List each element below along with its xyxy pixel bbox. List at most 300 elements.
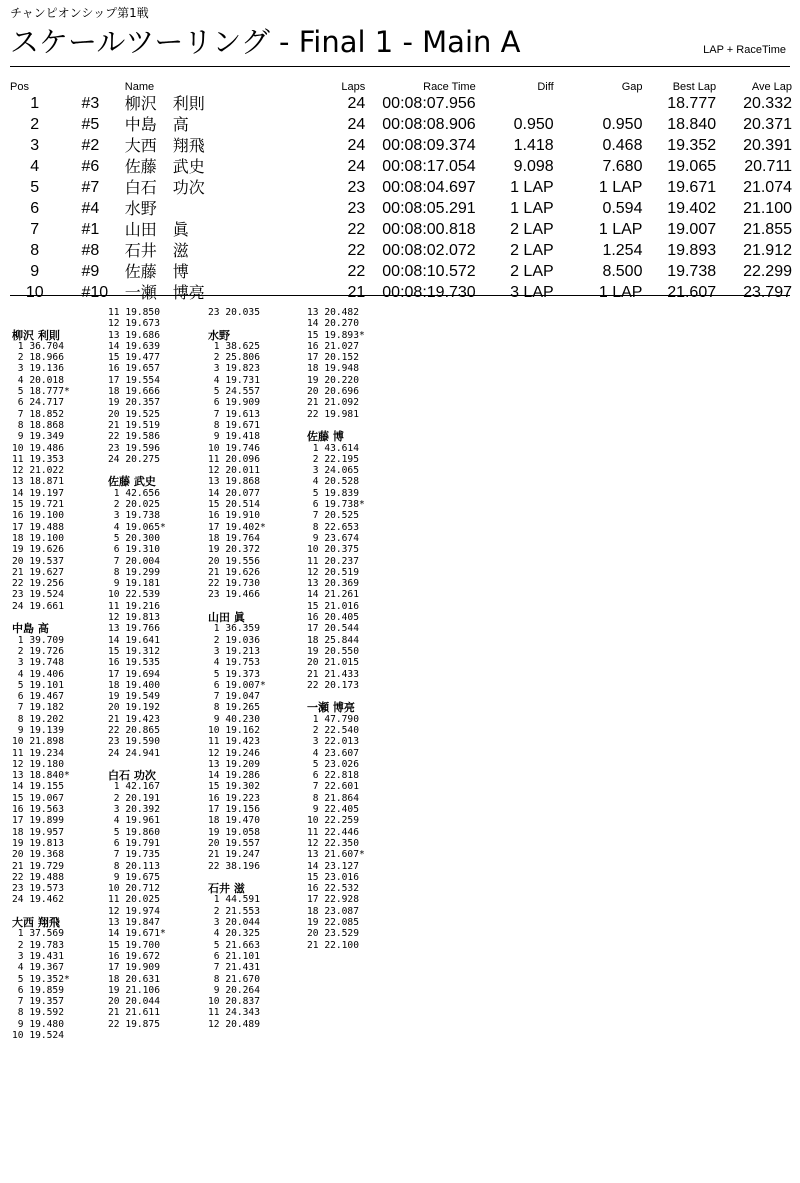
best-lap-cell: 19.007 <box>667 221 717 238</box>
best-lap-cell: 19.402 <box>667 200 717 217</box>
lap-time: 8 20.113 <box>108 860 160 872</box>
pos-cell: 10 <box>25 284 44 301</box>
lap-time: 16 19.672 <box>108 950 160 962</box>
lap-time: 8 19.202 <box>12 713 64 725</box>
lap-time: 1 39.709 <box>12 634 64 646</box>
lap-time: 24 20.275 <box>108 453 160 465</box>
lap-time: 22 20.865 <box>108 724 160 736</box>
lap-time: 18 19.957 <box>12 826 64 838</box>
lap-time: 6 19.007* <box>208 679 266 691</box>
lap-time: 2 22.540 <box>307 724 359 736</box>
lap-time: 4 19.367 <box>12 962 64 974</box>
result-row <box>10 219 792 240</box>
lap-time: 20 20.044 <box>108 996 160 1008</box>
lap-time: 1 44.591 <box>208 894 260 906</box>
car-number-cell: #9 <box>81 263 100 280</box>
spacer <box>208 318 266 329</box>
lap-time: 20 19.557 <box>208 837 260 849</box>
lap-time: 14 19.671* <box>108 928 166 940</box>
lap-time: 18 19.100 <box>12 532 64 544</box>
lap-time: 2 20.025 <box>108 499 160 511</box>
lap-time: 18 19.400 <box>108 679 160 691</box>
lap-time: 14 20.270 <box>307 318 359 330</box>
best-lap-cell: 21.607 <box>667 284 717 301</box>
lap-time: 7 19.047 <box>208 691 260 703</box>
ave-lap-cell: 21.100 <box>743 200 792 217</box>
result-row <box>10 177 792 198</box>
lap-time: 9 19.349 <box>12 431 64 443</box>
lap-time: 10 22.259 <box>307 815 359 827</box>
lap-time: 5 18.777* <box>12 386 70 398</box>
pos-cell: 1 <box>30 95 40 112</box>
lap-time: 20 23.529 <box>307 928 359 940</box>
lap-time: 23 19.524 <box>12 589 64 601</box>
lap-time: 22 19.981 <box>307 408 359 420</box>
lap-time: 10 20.837 <box>208 996 260 1008</box>
diff-cell: 2 LAP <box>510 242 554 259</box>
results-header-row <box>10 80 792 93</box>
lap-time: 20 20.696 <box>307 386 359 398</box>
laps-cell: 24 <box>347 158 366 175</box>
lap-time: 3 19.823 <box>208 363 260 375</box>
lap-time: 5 19.373 <box>208 668 260 680</box>
lap-time: 23 19.596 <box>108 442 160 454</box>
lap-time: 22 20.173 <box>307 679 359 691</box>
lap-time: 7 20.004 <box>108 555 160 567</box>
ave-lap-cell: 20.391 <box>743 137 792 154</box>
lap-time: 20 19.525 <box>108 408 160 420</box>
lap-time: 9 40.230 <box>208 713 260 725</box>
lap-time: 23 19.466 <box>208 589 260 601</box>
driver-name-cell: 中島 高 <box>124 115 189 134</box>
result-row <box>10 198 792 219</box>
car-number-cell: #3 <box>81 95 100 112</box>
lap-time: 17 19.554 <box>108 374 160 386</box>
lap-time: 21 19.627 <box>12 566 64 578</box>
diff-cell: 2 LAP <box>510 263 554 280</box>
race-time-cell: 00:08:10.572 <box>382 263 476 280</box>
lap-time: 19 22.085 <box>307 917 359 929</box>
gap-cell: 0.468 <box>602 137 643 154</box>
lap-time: 21 19.626 <box>208 566 260 578</box>
laps-cell: 22 <box>347 263 366 280</box>
lap-time: 19 21.106 <box>108 984 160 996</box>
lap-time: 5 19.352* <box>12 973 70 985</box>
gap-cell <box>554 93 643 114</box>
pos-cell: 9 <box>30 263 40 280</box>
lap-time: 7 19.613 <box>208 408 260 420</box>
lap-time: 7 19.182 <box>12 702 64 714</box>
lap-time: 8 21.670 <box>208 973 260 985</box>
col-best-lap: Best Lap <box>672 80 717 93</box>
lap-time: 10 21.898 <box>12 736 64 748</box>
lap-time: 14 23.127 <box>307 860 359 872</box>
lap-time: 19 19.058 <box>208 826 260 838</box>
ave-lap-cell: 20.332 <box>743 95 792 112</box>
driver-name-cell: 石井 滋 <box>124 241 189 260</box>
lap-time: 8 19.265 <box>208 702 260 714</box>
lap-time: 3 20.044 <box>208 917 260 929</box>
laps-cell: 23 <box>347 179 366 196</box>
col-laps: Laps <box>341 80 366 93</box>
gap-cell: 1.254 <box>602 242 643 259</box>
laps-cell: 23 <box>347 200 366 217</box>
gap-cell: 1 LAP <box>598 179 643 196</box>
lap-time: 7 21.431 <box>208 962 260 974</box>
lap-time: 12 19.673 <box>108 318 160 330</box>
gap-cell: 1 LAP <box>598 284 643 301</box>
lap-time: 20 19.537 <box>12 555 64 567</box>
lap-time: 2 20.191 <box>108 792 160 804</box>
driver-heading: 佐藤 武史 <box>108 475 156 489</box>
lap-time: 13 18.871 <box>12 476 64 488</box>
laps-cell: 24 <box>347 116 366 133</box>
lap-time: 3 19.748 <box>12 657 64 669</box>
car-number-cell: #10 <box>81 284 109 301</box>
lap-time: 18 23.087 <box>307 905 359 917</box>
lap-time: 13 21.607* <box>307 849 365 861</box>
lap-time: 9 19.675 <box>108 871 160 883</box>
driver-name-cell: 佐藤 武史 <box>124 157 205 176</box>
lap-time: 1 42.167 <box>108 781 160 793</box>
lap-time: 11 20.025 <box>108 894 160 906</box>
lap-time: 18 19.666 <box>108 386 160 398</box>
lap-time: 16 19.223 <box>208 792 260 804</box>
best-lap-cell: 19.065 <box>667 158 717 175</box>
lap-time: 3 19.136 <box>12 363 64 375</box>
lap-time: 9 19.139 <box>12 724 64 736</box>
lap-time: 10 20.375 <box>307 544 359 556</box>
report-type: LAP + RaceTime <box>703 44 786 56</box>
header-divider <box>10 66 790 67</box>
lap-time: 19 20.372 <box>208 544 260 556</box>
lap-time: 14 19.286 <box>208 770 260 782</box>
lap-time: 9 20.264 <box>208 984 260 996</box>
lap-time: 22 38.196 <box>208 860 260 872</box>
lap-time: 5 24.557 <box>208 386 260 398</box>
lap-time: 18 20.631 <box>108 973 160 985</box>
col-name: Name <box>124 80 155 93</box>
lap-time: 17 20.544 <box>307 623 359 635</box>
pos-cell: 7 <box>30 221 40 238</box>
lap-time: 5 19.860 <box>108 826 160 838</box>
lap-time: 3 24.065 <box>307 465 359 477</box>
lap-time: 3 20.392 <box>108 804 160 816</box>
lap-time: 21 22.100 <box>307 939 359 951</box>
lap-time: 23 19.573 <box>12 883 64 895</box>
driver-name-cell: 大西 翔飛 <box>124 136 205 155</box>
ave-lap-cell: 21.074 <box>743 179 792 196</box>
lap-time: 2 18.966 <box>12 352 64 364</box>
car-number-cell: #2 <box>81 137 100 154</box>
lap-time: 17 19.694 <box>108 668 160 680</box>
lap-time: 9 23.674 <box>307 532 359 544</box>
lap-time: 10 19.746 <box>208 442 260 454</box>
race-time-cell: 00:08:02.072 <box>382 242 476 259</box>
lap-time: 19 19.813 <box>12 837 64 849</box>
result-row <box>10 282 792 303</box>
driver-heading: 柳沢 利則 <box>12 328 60 342</box>
lap-time: 12 20.519 <box>307 566 359 578</box>
driver-name-cell: 山田 眞 <box>124 220 189 239</box>
laps-cell: 24 <box>347 95 366 112</box>
car-number-cell: #6 <box>81 158 100 175</box>
lap-time: 21 19.423 <box>108 713 160 725</box>
diff-cell: 0.950 <box>513 116 554 133</box>
col-race-time: Race Time <box>423 80 476 93</box>
lap-time: 6 19.791 <box>108 837 160 849</box>
lap-time: 1 42.656 <box>108 487 160 499</box>
lap-time: 11 19.850 <box>108 307 160 318</box>
lap-time: 19 20.550 <box>307 645 359 657</box>
driver-name-cell: 一瀬 博亮 <box>124 283 205 302</box>
race-time-cell: 00:08:17.054 <box>382 158 476 175</box>
lap-time: 12 19.180 <box>12 758 64 770</box>
lap-time: 19 20.220 <box>307 374 359 386</box>
race-time-cell: 00:08:04.697 <box>382 179 476 196</box>
pos-cell: 3 <box>30 137 40 154</box>
laps-cell: 24 <box>347 137 366 154</box>
lap-column <box>108 307 166 1030</box>
lap-time: 19 20.357 <box>108 397 160 409</box>
results-divider <box>10 295 790 296</box>
lap-time: 1 36.359 <box>208 623 260 635</box>
driver-heading: 大西 翔飛 <box>12 916 60 930</box>
lap-time: 8 19.299 <box>108 566 160 578</box>
lap-time: 17 20.152 <box>307 352 359 364</box>
lap-time: 1 38.625 <box>208 340 260 352</box>
lap-time: 15 19.477 <box>108 352 160 364</box>
result-row <box>10 261 792 282</box>
lap-time: 16 19.100 <box>12 510 64 522</box>
lap-time: 18 19.470 <box>208 815 260 827</box>
ave-lap-cell: 22.299 <box>743 263 792 280</box>
lap-time: 11 20.096 <box>208 453 260 465</box>
lap-time: 15 21.016 <box>307 600 359 612</box>
lap-time: 6 19.859 <box>12 984 64 996</box>
lap-time: 5 20.300 <box>108 532 160 544</box>
driver-name-cell: 水野 <box>124 199 157 218</box>
lap-time: 5 19.101 <box>12 679 64 691</box>
ave-lap-cell: 21.912 <box>743 242 792 259</box>
lap-time: 15 19.312 <box>108 645 160 657</box>
race-time-cell: 00:08:19.730 <box>382 284 476 301</box>
car-number-cell: #7 <box>81 179 100 196</box>
col-gap: Gap <box>621 80 643 93</box>
col-diff: Diff <box>537 80 554 93</box>
lap-time: 11 19.423 <box>208 736 260 748</box>
race-time-cell: 00:08:05.291 <box>382 200 476 217</box>
lap-time: 11 19.234 <box>12 747 64 759</box>
gap-cell: 0.594 <box>602 200 643 217</box>
ave-lap-cell: 23.797 <box>743 284 792 301</box>
lap-time: 15 19.302 <box>208 781 260 793</box>
lap-time: 12 21.022 <box>12 465 64 477</box>
lap-time: 15 19.893* <box>307 329 365 341</box>
lap-time: 21 21.611 <box>108 1007 160 1019</box>
lap-time: 16 22.532 <box>307 883 359 895</box>
col-ave-lap: Ave Lap <box>751 80 792 93</box>
lap-time: 16 19.910 <box>208 510 260 522</box>
lap-time: 16 21.027 <box>307 340 359 352</box>
lap-time: 8 21.864 <box>307 792 359 804</box>
lap-time: 24 24.941 <box>108 747 160 759</box>
lap-time: 7 19.357 <box>12 996 64 1008</box>
ave-lap-cell: 20.371 <box>743 116 792 133</box>
best-lap-cell: 19.738 <box>667 263 717 280</box>
lap-time: 12 20.489 <box>208 1018 260 1030</box>
lap-time: 14 20.077 <box>208 487 260 499</box>
race-time-cell: 00:08:00.818 <box>382 221 476 238</box>
diff-cell: 1 LAP <box>510 179 554 196</box>
car-number-cell: #5 <box>81 116 100 133</box>
lap-time: 2 19.783 <box>12 939 64 951</box>
lap-time: 2 22.195 <box>307 453 359 465</box>
lap-time: 24 19.661 <box>12 600 64 612</box>
driver-heading: 一瀬 博亮 <box>307 701 355 715</box>
lap-time: 4 19.753 <box>208 657 260 669</box>
lap-time: 9 19.181 <box>108 578 160 590</box>
lap-time: 20 19.556 <box>208 555 260 567</box>
ave-lap-cell: 20.711 <box>744 158 792 175</box>
race-time-cell: 00:08:07.956 <box>382 95 476 112</box>
car-number-cell: #1 <box>81 221 100 238</box>
diff-cell: 1 LAP <box>510 200 554 217</box>
lap-time: 12 22.350 <box>307 837 359 849</box>
lap-time: 7 20.525 <box>307 510 359 522</box>
lap-time: 17 19.488 <box>12 521 64 533</box>
laps-cell: 21 <box>347 284 366 301</box>
lap-time: 20 21.015 <box>307 657 359 669</box>
lap-time: 6 19.310 <box>108 544 160 556</box>
lap-time: 17 19.156 <box>208 804 260 816</box>
result-row <box>10 135 792 156</box>
lap-time: 14 19.155 <box>12 781 64 793</box>
lap-time: 22 19.488 <box>12 871 64 883</box>
lap-time: 23 20.035 <box>208 307 260 318</box>
lap-time: 22 19.586 <box>108 431 160 443</box>
lap-time: 14 19.639 <box>108 340 160 352</box>
lap-time: 18 25.844 <box>307 634 359 646</box>
driver-heading: 水野 <box>208 328 230 342</box>
lap-time: 12 19.246 <box>208 747 260 759</box>
lap-time: 9 22.405 <box>307 804 359 816</box>
lap-time: 6 19.909 <box>208 397 260 409</box>
lap-time: 4 19.406 <box>12 668 64 680</box>
lap-time: 23 19.590 <box>108 736 160 748</box>
result-row <box>10 114 792 135</box>
lap-time: 11 24.343 <box>208 1007 260 1019</box>
lap-time: 10 20.712 <box>108 883 160 895</box>
diff-cell: 9.098 <box>513 158 554 175</box>
car-number-cell: #8 <box>81 242 100 259</box>
laps-cell: 22 <box>347 221 366 238</box>
diff-cell: 3 LAP <box>510 284 554 301</box>
laps-cell: 22 <box>347 242 366 259</box>
lap-time: 18 19.764 <box>208 532 260 544</box>
driver-name-cell: 佐藤 博 <box>124 262 189 281</box>
lap-time: 16 19.535 <box>108 657 160 669</box>
lap-time: 17 22.928 <box>307 894 359 906</box>
lap-time: 2 25.806 <box>208 352 260 364</box>
lap-time: 13 20.482 <box>307 307 359 318</box>
lap-time: 21 19.519 <box>108 419 160 431</box>
gap-cell: 8.500 <box>602 263 643 280</box>
lap-time: 22 19.875 <box>108 1018 160 1030</box>
driver-heading: 中島 高 <box>12 622 49 636</box>
lap-time: 22 19.256 <box>12 578 64 590</box>
lap-time: 18 19.948 <box>307 363 359 375</box>
lap-time: 7 19.735 <box>108 849 160 861</box>
driver-heading: 山田 眞 <box>208 611 245 625</box>
lap-time: 9 19.480 <box>12 1018 64 1030</box>
results-table <box>10 80 792 303</box>
lap-time: 14 21.261 <box>307 589 359 601</box>
lap-time: 13 19.686 <box>108 329 160 341</box>
lap-time: 5 19.839 <box>307 487 359 499</box>
lap-time: 20 19.368 <box>12 849 64 861</box>
lap-time: 19 19.626 <box>12 544 64 556</box>
lap-time: 3 19.738 <box>108 510 160 522</box>
col-pos: Pos <box>10 80 29 93</box>
lap-time: 22 19.730 <box>208 578 260 590</box>
lap-time: 11 20.237 <box>307 555 359 567</box>
lap-time: 21 21.433 <box>307 668 359 680</box>
lap-time: 21 19.729 <box>12 860 64 872</box>
pos-cell: 4 <box>30 158 40 175</box>
lap-time: 1 43.614 <box>307 442 359 454</box>
lap-time: 13 18.840* <box>12 770 70 782</box>
lap-time: 12 19.974 <box>108 905 160 917</box>
lap-time: 17 19.402* <box>208 521 266 533</box>
lap-time: 4 23.607 <box>307 747 359 759</box>
pos-cell: 8 <box>30 242 40 259</box>
lap-time: 16 19.563 <box>12 804 64 816</box>
race-time-cell: 00:08:09.374 <box>382 137 476 154</box>
best-lap-cell: 19.671 <box>667 179 717 196</box>
lap-time: 1 37.569 <box>12 928 64 940</box>
pos-cell: 2 <box>30 116 40 133</box>
lap-time: 6 21.101 <box>208 950 260 962</box>
gap-cell: 7.680 <box>602 158 643 175</box>
best-lap-cell: 18.777 <box>667 95 717 112</box>
gap-cell: 1 LAP <box>598 221 643 238</box>
lap-time: 15 23.016 <box>307 871 359 883</box>
lap-time: 8 19.671 <box>208 419 260 431</box>
lap-time: 24 19.462 <box>12 894 64 906</box>
lap-time: 21 19.247 <box>208 849 260 861</box>
lap-time: 1 47.790 <box>307 713 359 725</box>
lap-time: 10 19.486 <box>12 442 64 454</box>
best-lap-cell: 19.352 <box>667 137 717 154</box>
lap-time: 4 20.528 <box>307 476 359 488</box>
lap-time: 2 19.036 <box>208 634 260 646</box>
result-row <box>10 156 792 177</box>
diff-cell: 1.418 <box>513 137 554 154</box>
lap-time: 6 24.717 <box>12 397 64 409</box>
diff-cell: 2 LAP <box>510 221 554 238</box>
event-name: チャンピオンシップ第1戦 <box>10 6 149 20</box>
col-car-number <box>81 80 124 93</box>
lap-time: 8 18.868 <box>12 419 64 431</box>
lap-time: 11 19.216 <box>108 600 160 612</box>
result-row <box>10 93 792 114</box>
lap-time: 13 20.369 <box>307 578 359 590</box>
best-lap-cell: 19.893 <box>667 242 717 259</box>
lap-time: 6 22.818 <box>307 770 359 782</box>
lap-time: 13 19.847 <box>108 917 160 929</box>
lap-time: 3 19.213 <box>208 645 260 657</box>
